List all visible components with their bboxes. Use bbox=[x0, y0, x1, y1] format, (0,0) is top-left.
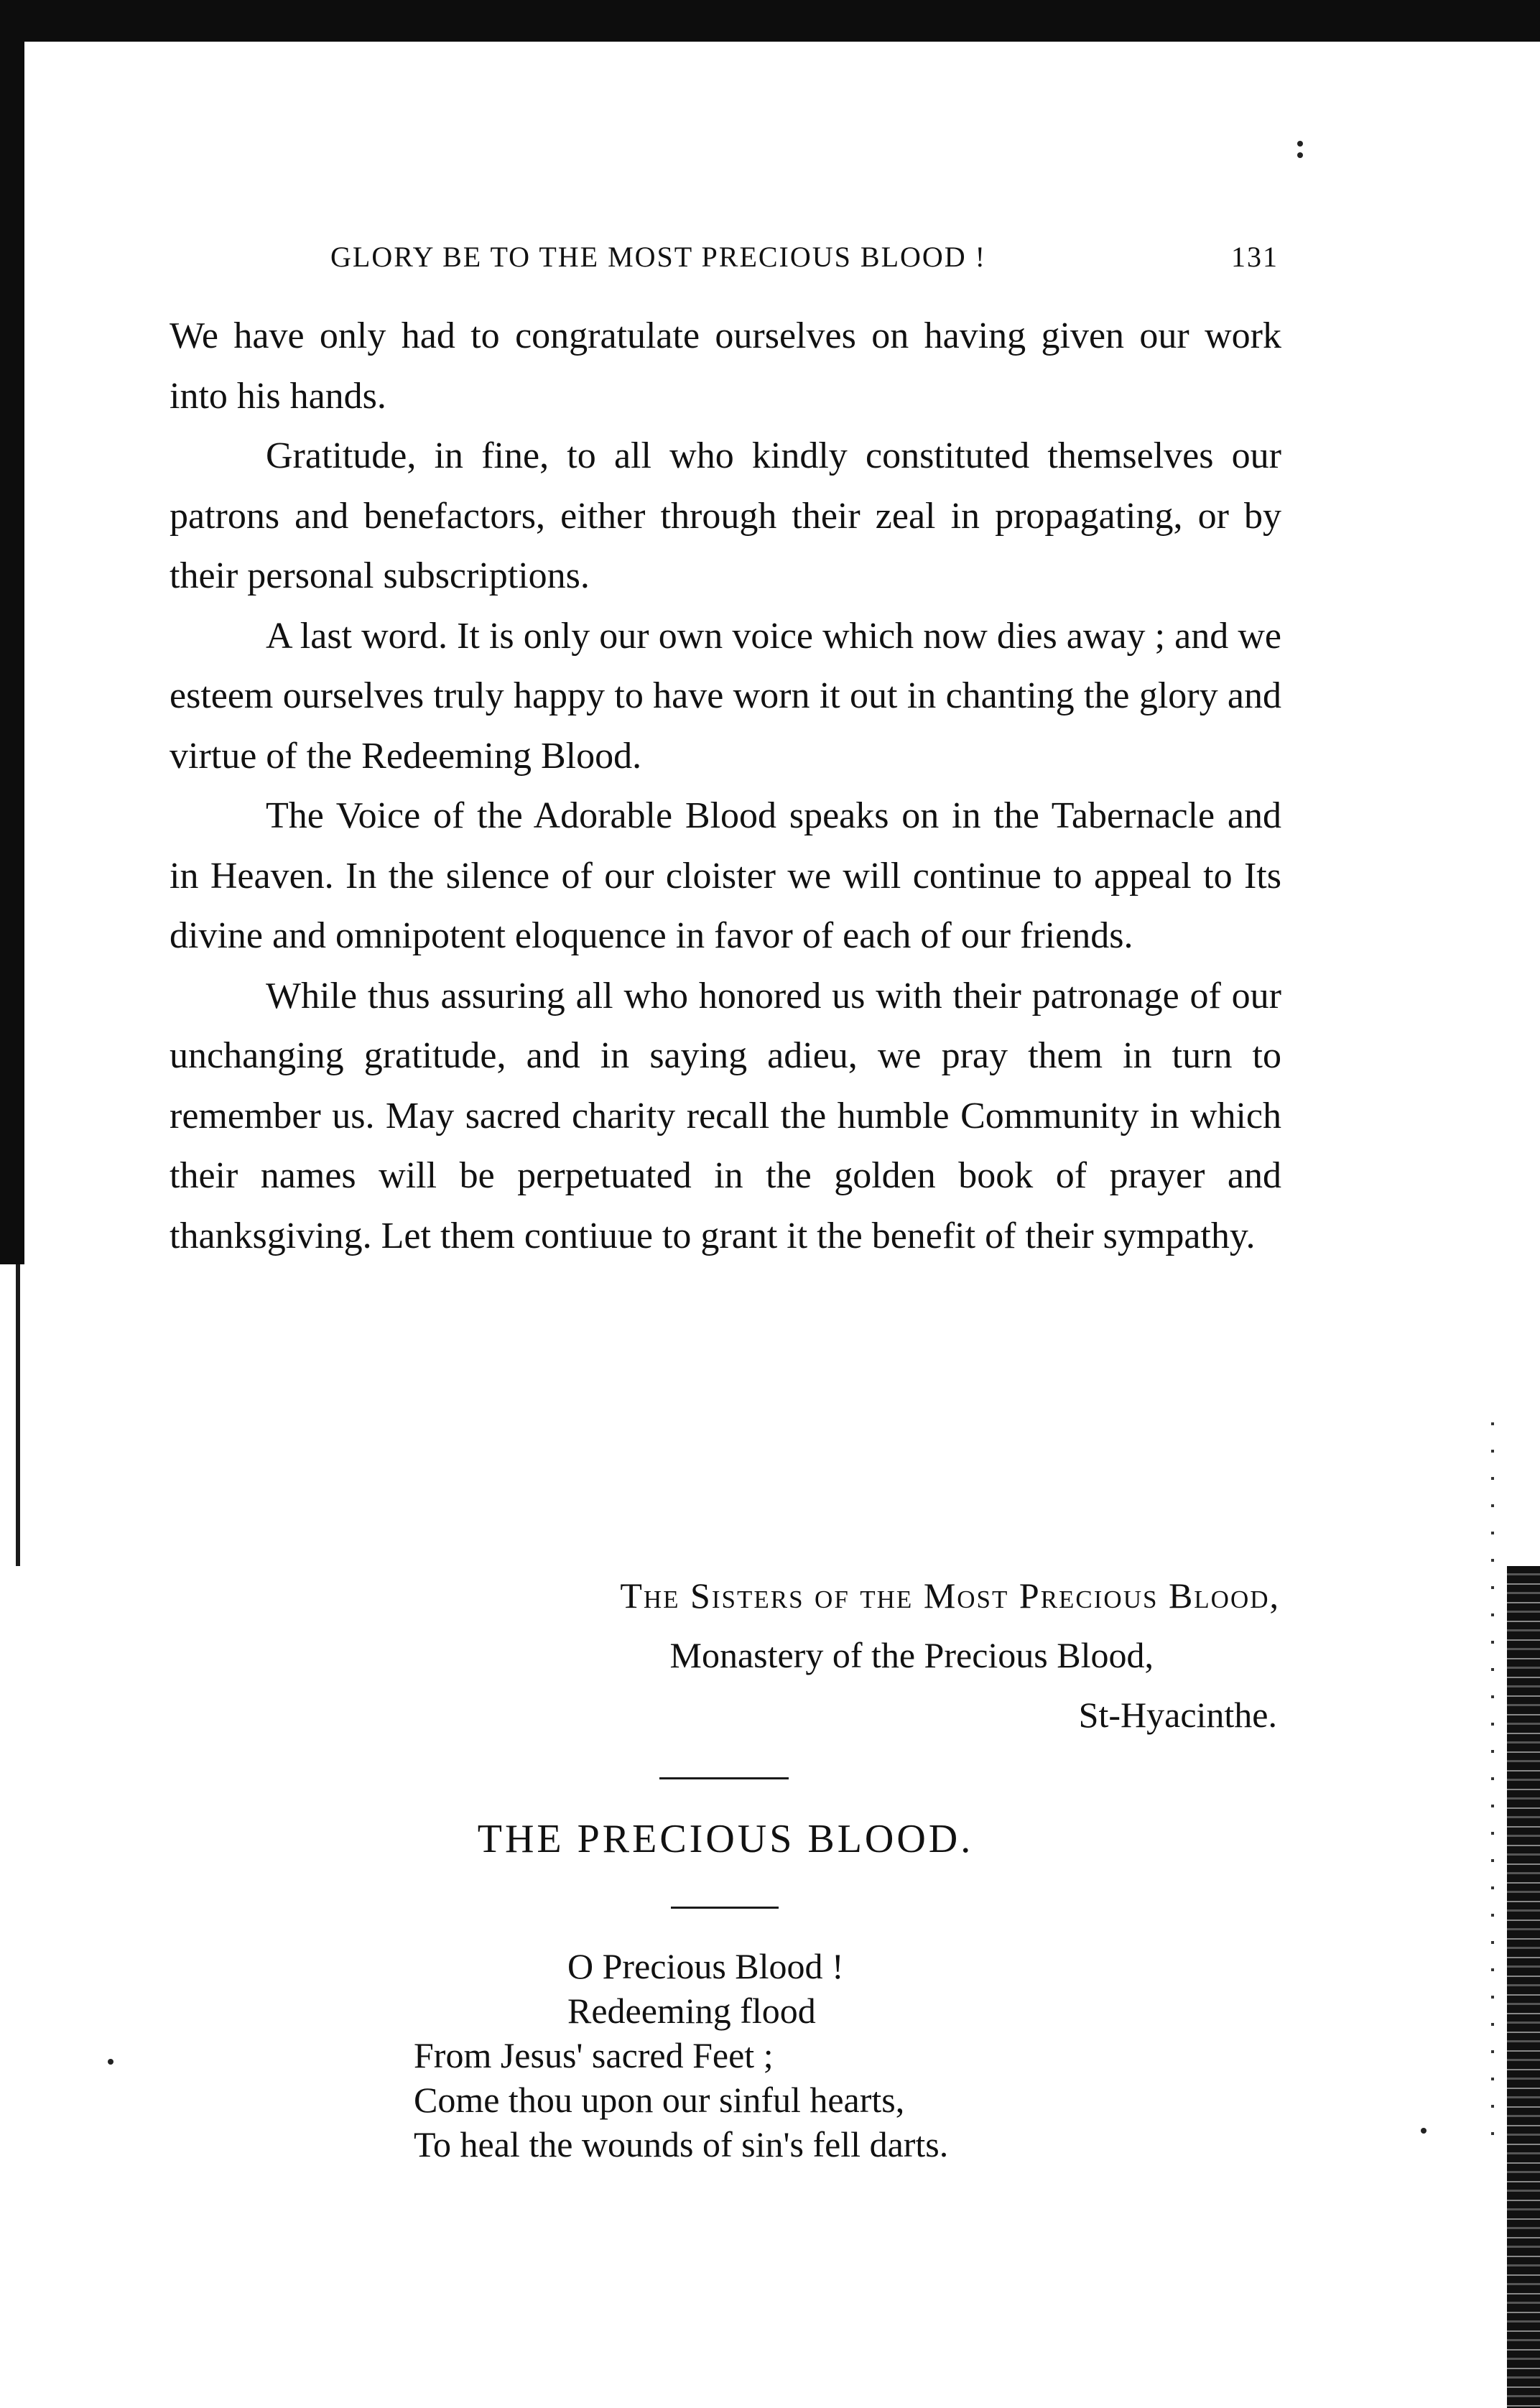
body-text bbox=[170, 306, 1281, 1266]
title-divider bbox=[671, 1907, 779, 1909]
scan-border-top bbox=[0, 0, 1540, 42]
scan-speck bbox=[1297, 152, 1303, 158]
running-title: GLORY BE TO THE MOST PRECIOUS BLOOD ! bbox=[330, 241, 986, 273]
poem-line: O Precious Blood ! bbox=[567, 1946, 844, 1986]
poem-line: From Jesus' sacred Feet ; bbox=[414, 2035, 774, 2075]
section-divider bbox=[659, 1777, 789, 1779]
page-number: 131 bbox=[1231, 241, 1279, 273]
poem-line: Redeeming flood bbox=[567, 1991, 816, 2031]
paragraph: The Voice of the Adorable Blood speaks on in the Tabernacle and in Heaven. In the silence of our cloister we will continue to appeal to Its divine and omnipotent eloquence in favor of each of our friends. bbox=[170, 795, 1281, 956]
poem bbox=[414, 1944, 1204, 2167]
scan-speckle-right bbox=[1491, 1422, 1494, 2141]
paragraph: A last word. It is only our own voice which now dies away ; and we esteem ourselves truly happy to have worn it out in chanting the glory and virtue of the Redeeming Blood. bbox=[170, 615, 1281, 777]
signature-block bbox=[170, 1566, 1281, 1745]
scan-border-left bbox=[0, 0, 24, 1264]
scan-speck bbox=[1297, 141, 1303, 147]
scan-speck bbox=[108, 2059, 113, 2065]
paragraph: While thus assuring all who honored us with their patronage of our unchanging gratitude, and in saying adieu, we pray them in turn to remember us. May sacred charity recall the humble Community in which their names will be perpetuated in the golden book of prayer and thanksgiving. Let them contiuue to grant it the benefit of their sympathy. bbox=[170, 975, 1281, 1256]
poem-title: THE PRECIOUS BLOOD. bbox=[477, 1817, 974, 1861]
signature-place: Monastery of the Precious Blood, bbox=[669, 1635, 1154, 1675]
running-head bbox=[330, 236, 1279, 279]
scan-border-left-thin bbox=[16, 1264, 20, 1566]
signature-city: St-Hyacinthe. bbox=[1078, 1695, 1277, 1735]
signature-name: The Sisters of the Most Precious Blood, bbox=[620, 1575, 1280, 1616]
scan-border-right bbox=[1507, 1566, 1540, 2408]
paragraph: We have only had to congratulate ourselves on having given our work into his hands. bbox=[170, 315, 1281, 417]
poem-line: Come thou upon our sinful hearts, bbox=[414, 2080, 905, 2120]
paragraph: Gratitude, in fine, to all who kindly constituted themselves our patrons and benefactors, either through their zeal in propagating, or by their personal subscriptions. bbox=[170, 435, 1281, 596]
scan-speck bbox=[1421, 2128, 1427, 2134]
poem-line: To heal the wounds of sin's fell darts. bbox=[414, 2124, 949, 2164]
